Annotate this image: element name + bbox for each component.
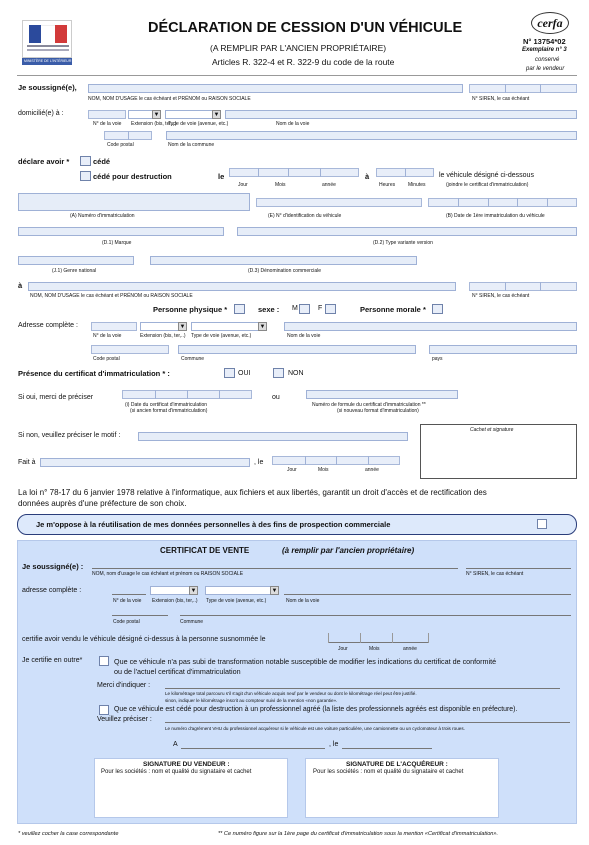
denomination-field[interactable] [150, 256, 417, 265]
type-variante-field[interactable] [237, 227, 577, 236]
ou-label: ou [272, 394, 280, 401]
cv-nom-line[interactable] [92, 568, 458, 569]
extension-dropdown-icon[interactable]: ▼ [153, 112, 160, 118]
type-voie-caption: Type de voie (avenue, etc.) [168, 121, 229, 127]
denomination-caption: (D.3) Dénomination commerciale [248, 268, 322, 274]
personne-morale-checkbox[interactable] [432, 304, 443, 314]
cede-label: cédé [93, 157, 111, 166]
cerfa-number: N° 13754*02 [523, 37, 566, 46]
republique-logo [22, 20, 72, 58]
cv-a-label: A [173, 741, 178, 748]
acquereur-siren-caption: N° SIREN, le cas échéant [472, 293, 530, 299]
genre-caption: (J.1) Genre national [52, 268, 97, 274]
extension-caption: Extension (bis, ter,..) [131, 121, 177, 127]
cv-type-voie-dropdown-icon[interactable]: ▼ [271, 588, 278, 594]
cv-type-voie-caption: Type de voie (avenue, etc.) [206, 598, 267, 604]
cv-destruction-checkbox[interactable] [99, 705, 109, 715]
acquereur-nom-field[interactable] [28, 282, 456, 291]
cv-je-soussigne-label: Je soussigné(e) : [22, 562, 84, 571]
vendeur-num-voie[interactable] [88, 110, 126, 119]
vendeur-nom-field[interactable] [88, 84, 463, 93]
acq-code-postal-caption: Code postal [93, 356, 120, 362]
cv-type-voie[interactable] [205, 586, 279, 595]
field-separator [288, 168, 289, 177]
fait-annee-caption: année [365, 467, 379, 473]
field-separator [547, 198, 548, 207]
sig-vendeur-title: SIGNATURE DU VENDEUR : [143, 761, 230, 768]
page-title: DÉCLARATION DE CESSION D'UN VÉHICULE [148, 20, 463, 36]
code-postal-caption: Code postal [107, 142, 134, 148]
acquereur-adresse-label: Adresse complète : [18, 322, 78, 329]
presence-certificat-label: Présence du certificat d'immatriculation * : [18, 369, 170, 378]
field-separator [540, 282, 541, 291]
numero-formule-field[interactable] [306, 390, 458, 399]
acquereur-type-voie[interactable] [191, 322, 266, 331]
vendeur-nom-voie[interactable] [225, 110, 577, 119]
a-label: à [365, 172, 370, 181]
vendeur-code-postal[interactable] [104, 131, 152, 140]
cv-nom-voie-caption: Nom de la voie [286, 598, 320, 604]
jour-caption: Jour [238, 182, 248, 188]
field-separator [505, 84, 506, 93]
personne-physique-checkbox[interactable] [234, 304, 245, 314]
acq-num-voie-caption: N° de la voie [93, 333, 122, 339]
cv-siren-line[interactable] [466, 568, 571, 569]
personne-physique-label: Personne physique * [153, 305, 228, 314]
fait-a-label: Fait à [18, 459, 36, 466]
date-premiere-caption: (B) Date de 1ère immatriculation du véhicule [446, 213, 545, 219]
field-separator [458, 198, 459, 207]
mois-caption: Mois [275, 182, 286, 188]
declare-avoir-label: déclare avoir * [18, 157, 70, 166]
cv-destruction-label: Que ce véhicule est cédé pour destruction à un professionnel agréé (la liste des professionnels agréés est disponible en préfecture). [114, 706, 518, 713]
sexe-f-label: F [318, 305, 323, 312]
cv-num-voie-caption: N° de la voie [113, 598, 142, 604]
footer-note2: ** Ce numéro figure sur la 1ère page du certificat d'immatriculation sous la mention «Certificat d'immatriculation». [218, 831, 499, 837]
opposition-label: Je m'oppose à la réutilisation de mes données personnelles à des fins de prospection commerciale [36, 520, 391, 529]
fait-a-field[interactable] [40, 458, 250, 467]
sig-acquereur-title: SIGNATURE DE L'ACQUÉREUR : [346, 761, 448, 768]
cv-kilometrage-line[interactable] [165, 688, 560, 689]
je-soussigne-label: Je soussigné(e), [18, 83, 77, 92]
acq-type-voie-dropdown-icon[interactable]: ▼ [259, 324, 266, 330]
minutes-caption: Minutes [408, 182, 426, 188]
marque-caption: (D.1) Marque [102, 240, 132, 246]
cv-le-label: , le [329, 741, 339, 748]
field-separator [128, 131, 129, 140]
acquereur-num-voie[interactable] [91, 322, 137, 331]
page-subtitle: (A REMPLIR PAR L'ANCIEN PROPRIÉTAIRE) [210, 43, 387, 53]
cv-num-voie-line[interactable] [112, 594, 146, 595]
acquereur-nom-voie[interactable] [284, 322, 577, 331]
fait-le-label: , le [254, 459, 264, 466]
formule-caption1: Numéro de formule du certificat d'immatriculation ** [312, 402, 426, 408]
field-separator [488, 198, 489, 207]
field-separator [320, 168, 321, 177]
oui-label: OUI [238, 370, 251, 377]
acquereur-code-postal[interactable] [91, 345, 169, 354]
loi-text-line2: données auprès d'une préfecture de son choix. [18, 499, 187, 508]
cv-commune-line[interactable] [180, 615, 571, 616]
immatriculation-field[interactable] [18, 193, 250, 211]
cv-code-postal-line[interactable] [112, 615, 168, 616]
cv-adresse-label: adresse complète : [22, 587, 82, 594]
acquereur-commune[interactable] [178, 345, 416, 354]
field-separator [540, 84, 541, 93]
personne-morale-label: Personne morale * [360, 305, 426, 314]
joindre-caption: (joindre le certificat d'immatriculation) [446, 182, 529, 188]
immat-caption: (A) Numéro d'immatriculation [70, 213, 135, 219]
cv-commune-caption: Commune [180, 619, 204, 625]
cede-checkbox[interactable] [80, 156, 91, 166]
genre-field[interactable] [18, 256, 134, 265]
exemplaire: Exemplaire n° 3 [522, 47, 567, 53]
cv-veuillez-label: Veuillez préciser : [97, 716, 152, 723]
field-separator [368, 456, 369, 465]
cv-nom-caption: NOM, nom d'usage le cas échéant et prénom ou RAISON SOCIALE [92, 571, 244, 577]
vendeur-siren-caption: N° SIREN, le cas échéant [472, 96, 530, 102]
vehicule-designe-label: le véhicule désigné ci-dessous [439, 172, 534, 179]
si-non-label: Si non, veuillez préciser le motif : [18, 432, 121, 439]
acquereur-nom-caption: NOM, NOM D'USAGE le cas échéant et PRÉNOM ou RAISON SOCIALE [30, 293, 193, 299]
conserve: conservé [535, 57, 560, 63]
cv-merci-label: Merci d'indiquer : [97, 682, 151, 689]
fait-mois-caption: Mois [318, 467, 329, 473]
par-vendeur: par le vendeur [526, 66, 565, 72]
header-divider [17, 75, 577, 76]
acquereur-a-label: à [18, 281, 23, 290]
presence-oui-checkbox[interactable] [224, 368, 235, 378]
field-separator [155, 390, 156, 399]
cv-km-note2: sinon, indiquer le kilométrage inscrit au compteur suivi de la mention «non garantie». [165, 698, 338, 703]
acquereur-pays[interactable] [429, 345, 577, 354]
annee-caption: année [322, 182, 336, 188]
acq-commune-caption: Commune [181, 356, 205, 362]
cv-extension-dropdown-icon[interactable]: ▼ [190, 588, 197, 594]
field-separator [305, 456, 306, 465]
cv-vhu-line[interactable] [165, 722, 570, 723]
footer-note1: * veuillez cocher la case correspondante [18, 831, 119, 837]
cv-je-certifie-label: Je certifie en outre* [22, 657, 83, 664]
cv-date-sep2 [360, 633, 361, 643]
loi-text-line1: La loi n° 78-17 du 6 janvier 1978 relative à l'informatique, aux fichiers et aux libertés, garantit un droit d'accès et de rectification des [18, 488, 487, 497]
acq-pays-caption: pays [432, 356, 443, 362]
heures-caption: Heures [379, 182, 396, 188]
domicile-label: domicilié(e) à : [18, 110, 64, 117]
field-separator [258, 168, 259, 177]
vin-caption: (E) N° d'identification du véhicule [268, 213, 342, 219]
num-voie-caption: N° de la voie [93, 121, 122, 127]
opposition-checkbox[interactable] [537, 519, 547, 529]
acquereur-siren-field[interactable] [469, 282, 577, 291]
cv-transformation-checkbox[interactable] [99, 656, 109, 666]
acq-type-voie-caption: Type de voie (avenue, etc.) [191, 333, 252, 339]
cv-vhu-note: Le numéro d'agrément VHU du professionnel acquéreur si le véhicule est une voiture particulière, une camionnette ou un cyclomoteur à trois roues. [165, 726, 465, 731]
sig-acquereur-sub: Pour les sociétés : nom et qualité du signataire et cachet [313, 769, 464, 775]
cv-km-note1: Le kilométrage total parcouru s'il s'agit d'un véhicule acquis neuf par le vendeur ou dont le kilométrage réel peut être justifié. [165, 691, 417, 696]
vendeur-commune[interactable] [166, 131, 577, 140]
type-variante-caption: (D.2) Type variante version [373, 240, 433, 246]
cv-date-sep4 [428, 633, 429, 643]
sexe-m-label: M [292, 305, 298, 312]
sexe-f-checkbox[interactable] [325, 304, 336, 314]
vendeur-nom-caption: NOM, NOM D'USAGE le cas échéant et PRÉNOM ou RAISON SOCIALE [88, 96, 251, 102]
date-certif-caption1: (i) Date du certificat d'immatriculation [125, 402, 208, 408]
cv-transformation-line2: ou de l'actuel certificat d'immatriculation [114, 667, 241, 676]
formule-caption2: (si nouveau format d'immatriculation) [337, 408, 419, 414]
cede-destruction-label: cédé pour destruction [93, 172, 172, 181]
sexe-label: sexe : [258, 305, 280, 314]
date-premiere-immat-field[interactable] [428, 198, 577, 207]
fait-date-field[interactable] [272, 456, 400, 465]
cv-vente-date-line[interactable] [328, 642, 428, 643]
date-certificat-field[interactable] [122, 390, 252, 399]
cv-a-line[interactable] [181, 748, 325, 749]
acq-extension-caption: Extension (bis, ter,..) [140, 333, 186, 339]
cv-mois-caption: Mois [369, 646, 380, 652]
cerfa-logo: cerfa [531, 12, 569, 34]
field-separator [517, 198, 518, 207]
ministry-label: MINISTÈRE DE L'INTÉRIEUR [24, 59, 72, 63]
date-certif-caption2: (si ancien format d'immatriculation) [130, 408, 208, 414]
motif-field[interactable] [138, 432, 408, 441]
cv-date-sep3 [392, 633, 393, 643]
cv-annee-caption: année [403, 646, 417, 652]
le-label: le [218, 172, 225, 181]
si-oui-label: Si oui, merci de préciser [18, 394, 94, 401]
cv-date-sep1 [328, 633, 329, 643]
cession-date-field[interactable] [229, 168, 359, 177]
acq-extension-dropdown-icon[interactable]: ▼ [179, 324, 186, 330]
field-separator [219, 390, 220, 399]
cv-transformation-line1: Que ce véhicule n'a pas subi de transformation notable susceptible de modifier les indications du certificat de conformité [114, 657, 497, 666]
cachet-caption: Cachet et signature [470, 427, 514, 433]
field-separator [505, 282, 506, 291]
certificat-vente-subtitle: (à remplir par l'ancien propriétaire) [282, 546, 415, 555]
field-separator [187, 390, 188, 399]
cede-destruction-checkbox[interactable] [80, 171, 91, 181]
certificat-vente-title: CERTIFICAT DE VENTE [160, 546, 250, 555]
cv-le-line[interactable] [342, 748, 432, 749]
cv-nom-voie-line[interactable] [284, 594, 571, 595]
sig-vendeur-sub: Pour les sociétés : nom et qualité du signataire et cachet [101, 769, 252, 775]
cv-siren-caption: N° SIREN, le cas échéant [466, 571, 524, 577]
cv-extension-caption: Extension (bis, ter,..) [152, 598, 198, 604]
articles-ref: Articles R. 322-4 et R. 322-9 du code de la route [212, 57, 395, 67]
fait-jour-caption: Jour [287, 467, 297, 473]
vin-field[interactable] [256, 198, 422, 207]
sexe-m-checkbox[interactable] [299, 304, 310, 314]
cv-certifie-label: certifie avoir vendu le véhicule désigné ci-dessus à la personne susnommée le [22, 636, 266, 643]
nom-voie-caption: Nom de la voie [276, 121, 310, 127]
cession-heure-field[interactable] [376, 168, 434, 177]
type-voie-dropdown-icon[interactable]: ▼ [213, 112, 220, 118]
cv-code-postal-caption: Code postal [113, 619, 140, 625]
marque-field[interactable] [18, 227, 224, 236]
cv-jour-caption: Jour [338, 646, 348, 652]
vendeur-siren-field[interactable] [469, 84, 577, 93]
field-separator [336, 456, 337, 465]
field-separator [405, 168, 406, 177]
acq-nom-voie-caption: Nom de la voie [287, 333, 321, 339]
commune-caption: Nom de la commune [168, 142, 215, 148]
presence-non-checkbox[interactable] [273, 368, 284, 378]
non-label: NON [288, 370, 304, 377]
